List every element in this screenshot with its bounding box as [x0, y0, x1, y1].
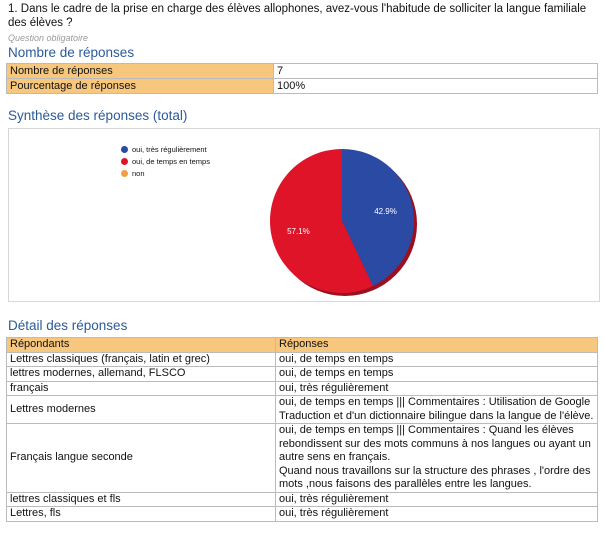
answer-cell: oui, de temps en temps [276, 367, 598, 382]
answer-cell: oui, très régulièrement [276, 381, 598, 396]
pie-chart-panel [8, 128, 600, 302]
detail-header-row [7, 338, 598, 353]
summary-value: 7 [274, 64, 598, 79]
table-row [7, 352, 598, 367]
detail-table [6, 337, 598, 522]
question-text: 1. Dans le cadre de la prise en charge des élèves allophones, avez-vous l'habitude de solliciter la langue familiale des élèves ? [8, 3, 587, 29]
respondent-cell: Lettres modernes [7, 396, 276, 424]
table-row [7, 507, 598, 522]
slice-label: 42.9% [374, 207, 397, 217]
answer-cell: oui, de temps en temps ||| Commentaires : Quand les élèves rebondissent sur des mots communs à nos langues ou ayant un autre sens en français. Quand nous travaillons sur la structure des phrases , l'ordre des mots ,nous faisons des parallèles entre les langues. [276, 424, 598, 493]
synthesis-title: Synthèse des réponses (total) [8, 108, 188, 123]
summary-value: 100% [274, 79, 598, 94]
answer-cell: oui, de temps en temps ||| Commentaires : Utilisation de Google Traduction et d'un dictionnaire bilingue dans la langue de l'élève. [276, 396, 598, 424]
answer-cell: oui, de temps en temps [276, 352, 598, 367]
table-row [7, 396, 598, 424]
mandatory-note: Question obligatoire [8, 33, 89, 43]
respondent-cell: Lettres, fls [7, 507, 276, 522]
summary-title: Nombre de réponses [8, 45, 135, 60]
summary-label: Pourcentage de réponses [7, 79, 274, 94]
summary-row [7, 79, 598, 94]
pie-chart [9, 129, 599, 301]
respondent-cell: lettres modernes, allemand, FLSCO [7, 367, 276, 382]
summary-label: Nombre de réponses [7, 64, 274, 79]
table-row [7, 367, 598, 382]
legend-label: oui, très régulièrement [132, 144, 207, 154]
table-row [7, 492, 598, 507]
respondent-cell: Français langue seconde [7, 424, 276, 493]
summary-row [7, 64, 598, 79]
legend-label: non [132, 168, 145, 178]
table-row [7, 424, 598, 493]
summary-table [6, 63, 598, 94]
slice-label: 57.1% [287, 226, 310, 236]
answer-cell: oui, très régulièrement [276, 492, 598, 507]
respondent-cell: français [7, 381, 276, 396]
respondent-cell: lettres classiques et fls [7, 492, 276, 507]
detail-title: Détail des réponses [8, 318, 128, 333]
table-row [7, 381, 598, 396]
answer-cell: oui, très régulièrement [276, 507, 598, 522]
respondent-cell: Lettres classiques (français, latin et grec) [7, 352, 276, 367]
legend-label: oui, de temps en temps [132, 156, 210, 166]
header-answers: Réponses [276, 338, 598, 353]
header-respondents: Répondants [7, 338, 276, 353]
